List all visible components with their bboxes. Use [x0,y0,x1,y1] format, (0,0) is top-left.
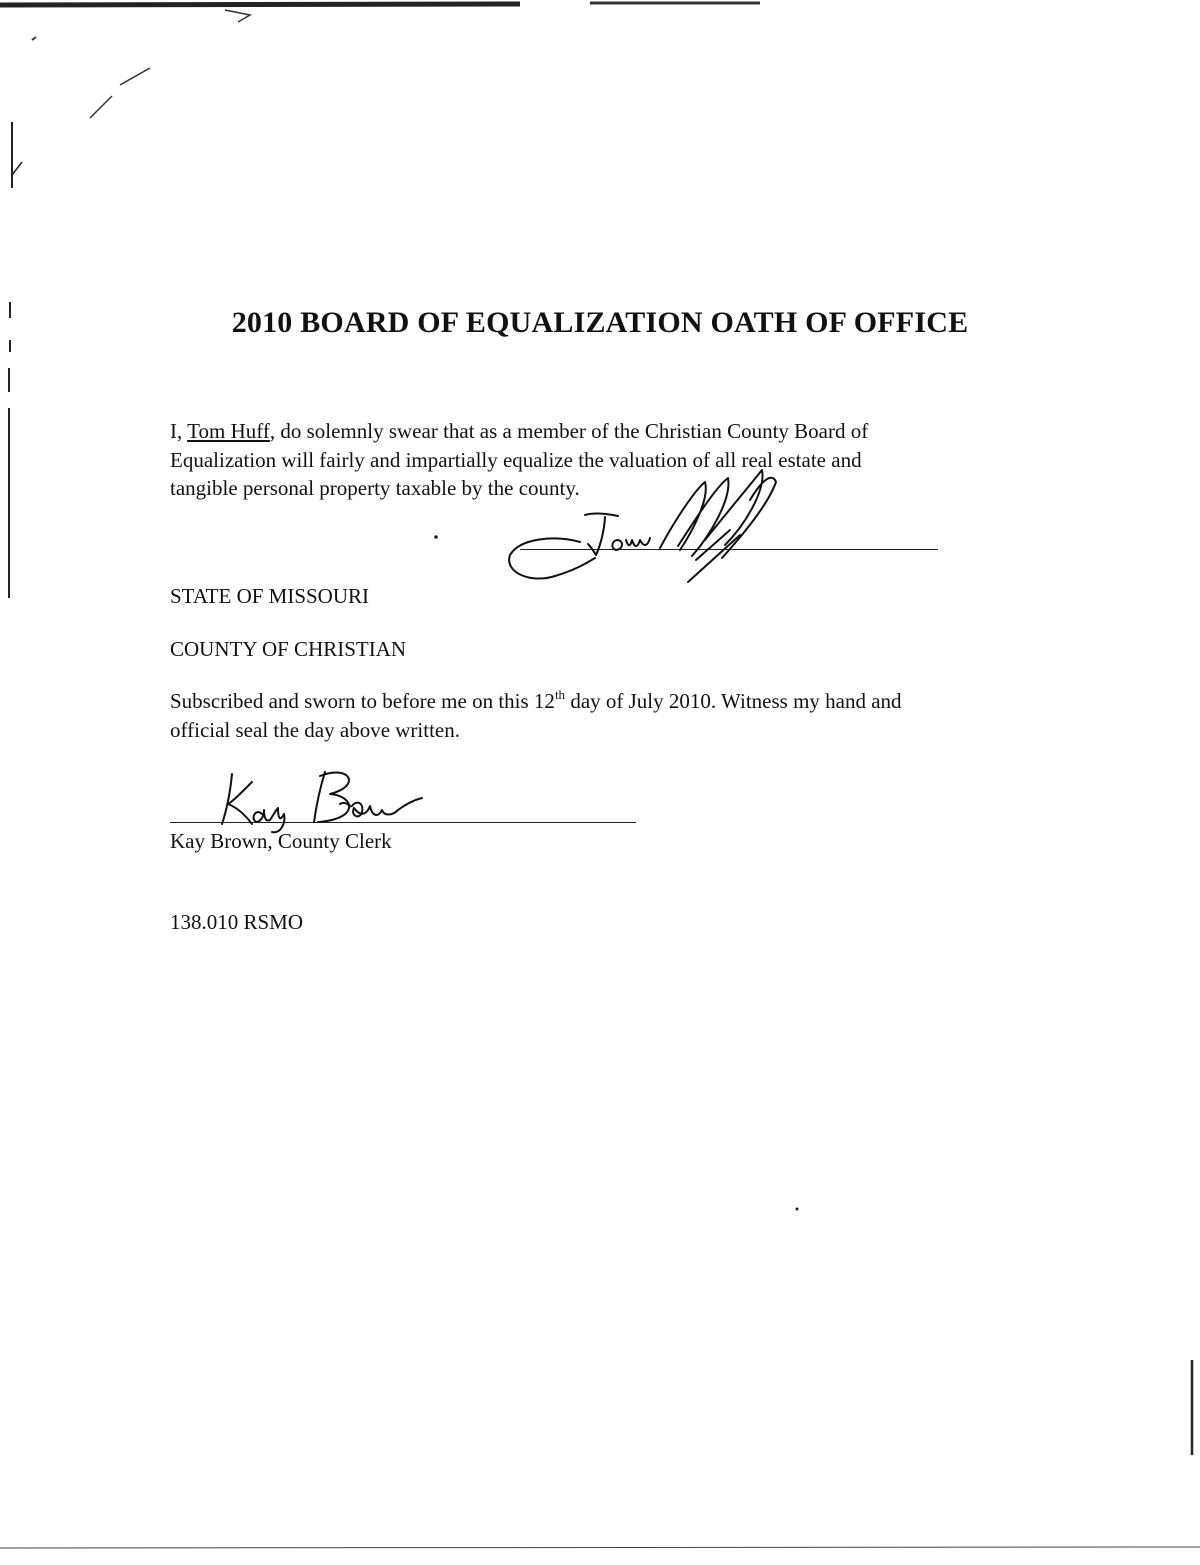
oath-prefix: I, [170,419,188,443]
statute-reference: 138.010 RSMO [170,910,304,934]
subscription-part1: Subscribed and sworn to before me on this 12 [170,689,555,713]
clerk-signature-line [170,822,636,823]
oath-paragraph [170,417,1030,503]
day-ordinal-suffix: th [554,687,566,702]
member-signature-line [520,549,938,550]
state-line: STATE OF MISSOURI [170,584,370,608]
clerk-caption: Kay Brown, County Clerk [170,829,392,853]
document-title: 2010 BOARD OF EQUALIZATION OATH OF OFFICE [231,306,969,339]
county-line: COUNTY OF CHRISTIAN [170,637,407,661]
subscription-line2: official seal the day above written. [170,717,461,742]
member-name: Tom Huff [187,419,270,443]
subscription-paragraph [170,687,1030,744]
oath-line2: Equalization will fairly and impartially equalize the valuation of all real estate and [170,447,862,472]
clerk-signature [200,764,440,836]
oath-line1-rest: , do solemnly swear that as a member of the Christian County Board of [269,419,869,443]
subscription-part2: day of July 2010. Witness my hand and [565,689,902,713]
oath-line3: tangible personal property taxable by the county. [170,476,580,500]
